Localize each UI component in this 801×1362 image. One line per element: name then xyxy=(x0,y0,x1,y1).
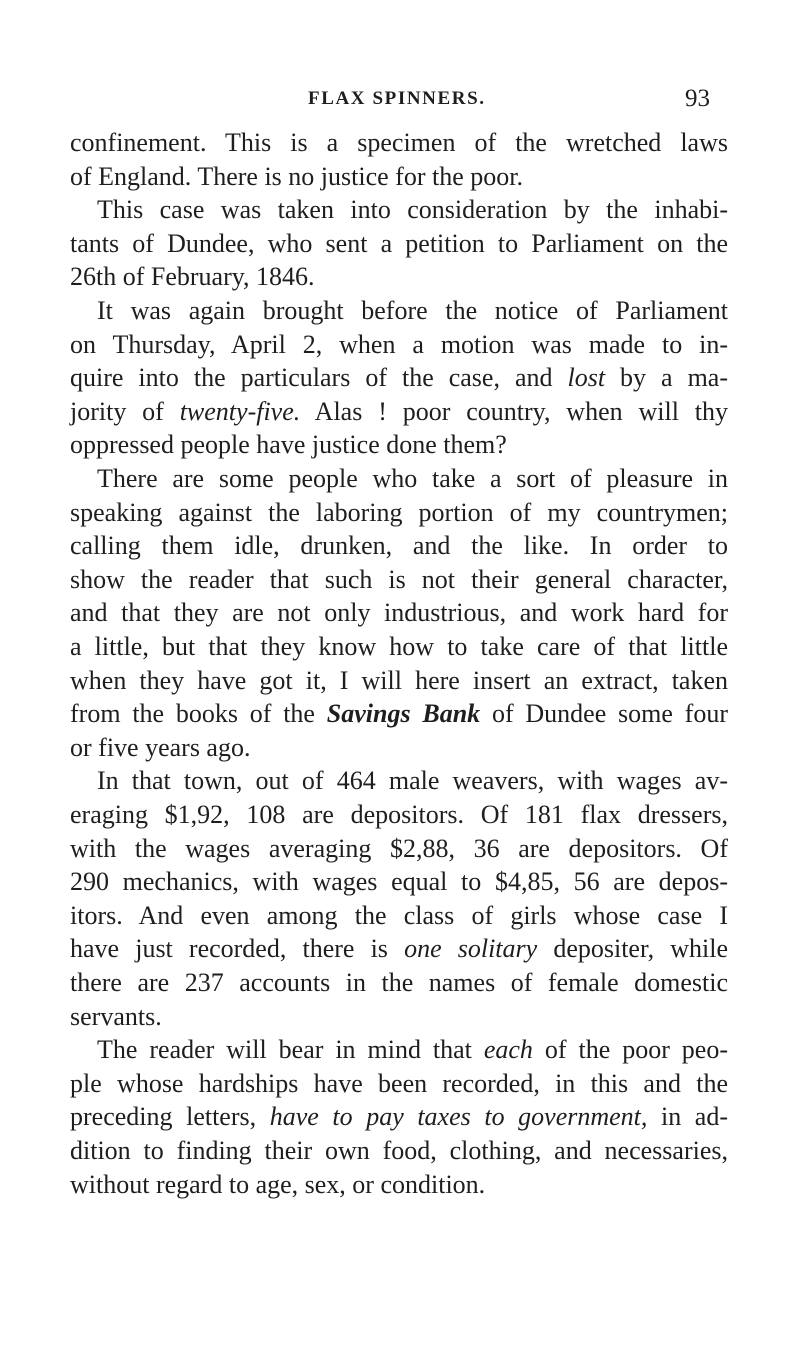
text-run: from the books of the xyxy=(70,699,327,729)
text-line xyxy=(70,834,728,863)
text-run: of England. There is no justice for the poor. xyxy=(70,161,523,191)
text-run: speaking against the laboring portion of my countrymen; xyxy=(70,497,728,527)
text-line xyxy=(70,800,728,829)
text-run: on Thursday, April 2, when a motion was made to in- xyxy=(70,329,728,359)
emphasis-run: have to pay taxes to government, xyxy=(269,1102,648,1132)
text-line xyxy=(70,1102,728,1131)
text-run: in ad- xyxy=(647,1102,729,1132)
emphasis-run: twenty-five. xyxy=(179,396,301,426)
text-line xyxy=(70,901,728,930)
text-line xyxy=(70,498,728,527)
text-line xyxy=(70,1069,728,1098)
text-run: The reader will bear in mind that xyxy=(97,1035,484,1065)
text-line xyxy=(70,531,728,560)
text-line xyxy=(70,565,728,594)
text-run: oppressed people have justice done them? xyxy=(70,430,507,460)
text-line xyxy=(70,632,728,661)
text-line xyxy=(70,867,728,896)
text-line xyxy=(70,162,728,191)
text-line xyxy=(97,766,728,795)
text-line xyxy=(70,397,728,426)
text-run: of the poor peo- xyxy=(532,1035,729,1065)
text-run: calling them idle, drunken, and the like. In order to xyxy=(70,531,728,561)
text-run: eraging $1,92, 108 are depositors. Of 181 flax dressers, xyxy=(70,800,728,829)
text-run: and that they are not only industrious, and work hard for xyxy=(70,598,728,628)
text-line xyxy=(70,363,728,392)
emphasis-run: Savings Bank xyxy=(326,699,481,729)
text-line xyxy=(97,195,728,224)
text-run: It was again brought before the notice of Parliament xyxy=(97,296,728,325)
text-line xyxy=(70,430,728,459)
text-run: This case was taken into consideration by the inhabi- xyxy=(97,195,728,225)
text-run: by a ma- xyxy=(605,363,728,393)
text-line xyxy=(70,968,728,997)
text-line xyxy=(70,128,728,157)
text-run: 290 mechanics, with wages equal to $4,85, 56 are depos- xyxy=(70,867,728,897)
text-run: depositer, while xyxy=(537,934,728,964)
text-run: ple whose hardships have been recorded, in this and the xyxy=(70,1068,728,1098)
text-run: itors. And even among the class of girls whose case I xyxy=(70,900,728,930)
text-run: show the reader that such is not their general character, xyxy=(70,564,728,594)
text-line xyxy=(70,1136,728,1165)
text-run: jority of xyxy=(70,396,180,426)
text-line xyxy=(97,296,728,325)
text-line xyxy=(97,464,728,493)
page-header xyxy=(0,85,801,118)
running-head: FLAX SPINNERS. xyxy=(308,88,486,109)
text-run: or five years ago. xyxy=(70,732,251,762)
text-run: In that town, out of 464 male weavers, with wages av- xyxy=(97,766,728,796)
text-line xyxy=(70,598,728,627)
text-run: Alas ! poor country, when will thy xyxy=(300,396,728,426)
text-run: servants. xyxy=(70,1001,162,1031)
text-run: 26th of February, 1846. xyxy=(70,262,315,292)
text-line xyxy=(70,934,728,963)
text-run: there are 237 accounts in the names of female domestic xyxy=(70,968,728,997)
text-line xyxy=(70,1170,728,1199)
text-run: of Dundee some four xyxy=(480,699,729,729)
text-run: a little, but that they know how to take care of that little xyxy=(70,632,728,661)
page-number: 93 xyxy=(685,85,710,112)
text-run: have just recorded, there is xyxy=(70,934,405,964)
text-line xyxy=(70,229,728,258)
emphasis-run: lost xyxy=(567,363,606,393)
text-line xyxy=(70,330,728,359)
emphasis-run: one solitary xyxy=(404,934,538,964)
text-run: without regard to age, sex, or condition. xyxy=(70,1169,486,1199)
text-line xyxy=(70,666,728,695)
text-run: dition to finding their own food, clothing, and necessaries, xyxy=(70,1136,728,1165)
text-line xyxy=(97,1035,728,1064)
text-run: tants of Dundee, who sent a petition to Parliament on the xyxy=(70,228,728,258)
text-run: confinement. This is a specimen of the wretched laws xyxy=(70,128,728,157)
text-run: preceding letters, xyxy=(70,1102,270,1132)
text-line xyxy=(70,1002,728,1031)
text-run: There are some people who take a sort of pleasure in xyxy=(97,464,728,493)
emphasis-run: each xyxy=(483,1035,533,1065)
text-line xyxy=(70,262,728,291)
text-run: with the wages averaging $2,88, 36 are depositors. Of xyxy=(70,833,728,863)
text-run: when they have got it, I will here insert an extract, taken xyxy=(70,665,728,695)
text-line xyxy=(70,733,728,762)
text-line xyxy=(70,699,728,728)
text-run: quire into the particulars of the case, and xyxy=(70,363,568,393)
